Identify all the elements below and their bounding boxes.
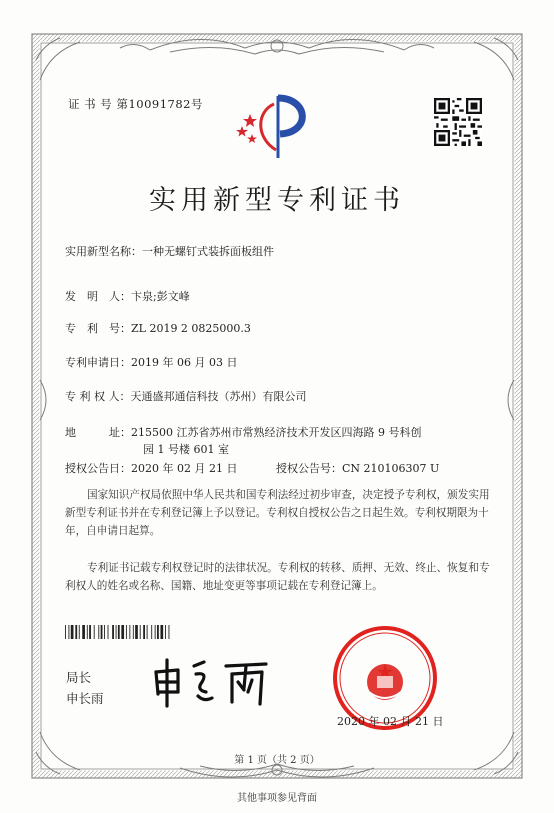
barcode-icon bbox=[65, 625, 247, 639]
address-label: 地 址： bbox=[65, 426, 131, 439]
grant-date-label: 授权公告日： bbox=[65, 462, 131, 475]
grant-number-label: 授权公告号： bbox=[276, 462, 342, 475]
legal-status-paragraph: 专利证书记载专利权登记时的法律状况。专利权的转移、质押、无效、终止、恢复和专利权人的姓名或名称、国籍、地址变更等事项记载在专利登记簿上。 bbox=[65, 562, 490, 592]
grant-date-row bbox=[65, 460, 237, 476]
grant-statement-paragraph: 国家知识产权局依照中华人民共和国专利法经过初步审查，决定授予专利权，颁发实用新型专利证书并在专利登记簿上予以登记。专利权自授权公告之日起生效。专利权期限为十年，自申请日起算。 bbox=[65, 489, 490, 537]
utility-model-name-value: 一种无螺钉式装拆面板组件 bbox=[142, 245, 274, 258]
certificate-number: 证 书 号 第10091782号 bbox=[68, 97, 203, 111]
inventor-value: 卞泉;彭文峰 bbox=[131, 290, 190, 303]
utility-model-name-label: 实用新型名称： bbox=[65, 245, 142, 258]
patentee-row bbox=[65, 388, 307, 404]
grant-number-row bbox=[276, 460, 439, 476]
patentee-value: 天通盛邦通信科技（苏州）有限公司 bbox=[130, 390, 307, 403]
handwritten-signature bbox=[148, 652, 278, 708]
cnipa-logo-icon bbox=[228, 92, 318, 160]
certificate-title: 实用新型专利证书 bbox=[149, 185, 405, 216]
grant-number-value: CN 210106307 U bbox=[342, 462, 440, 475]
address-line-1: 215500 江苏省苏州市常熟经济技术开发区四海路 9 号科创 bbox=[131, 426, 422, 439]
director-name: 申长雨 bbox=[66, 691, 104, 706]
address-line-2: 园 1 号楼 601 室 bbox=[143, 443, 229, 456]
page-number: 第 1 页（共 2 页） bbox=[234, 755, 320, 766]
seal-date: 2020 年 02 月 21 日 bbox=[337, 715, 444, 728]
back-note: 其他事项参见背面 bbox=[237, 793, 317, 804]
patent-number-label: 专 利 号： bbox=[65, 322, 131, 335]
qr-code-icon bbox=[434, 98, 482, 146]
address-row bbox=[65, 424, 421, 440]
director-title: 局长 bbox=[66, 670, 92, 685]
patentee-label: 专 利 权 人： bbox=[65, 390, 131, 403]
patent-number-row bbox=[65, 320, 251, 336]
inventor-row bbox=[65, 288, 190, 304]
patent-number-value: ZL 2019 2 0825000.3 bbox=[131, 322, 251, 335]
filing-date-row bbox=[65, 354, 237, 370]
inventor-label: 发 明 人： bbox=[65, 290, 131, 303]
grant-date-value: 2020 年 02 月 21 日 bbox=[131, 462, 238, 475]
filing-date-value: 2019 年 06 月 03 日 bbox=[131, 356, 238, 369]
utility-model-name-row bbox=[65, 243, 274, 259]
filing-date-label: 专利申请日： bbox=[65, 356, 131, 369]
